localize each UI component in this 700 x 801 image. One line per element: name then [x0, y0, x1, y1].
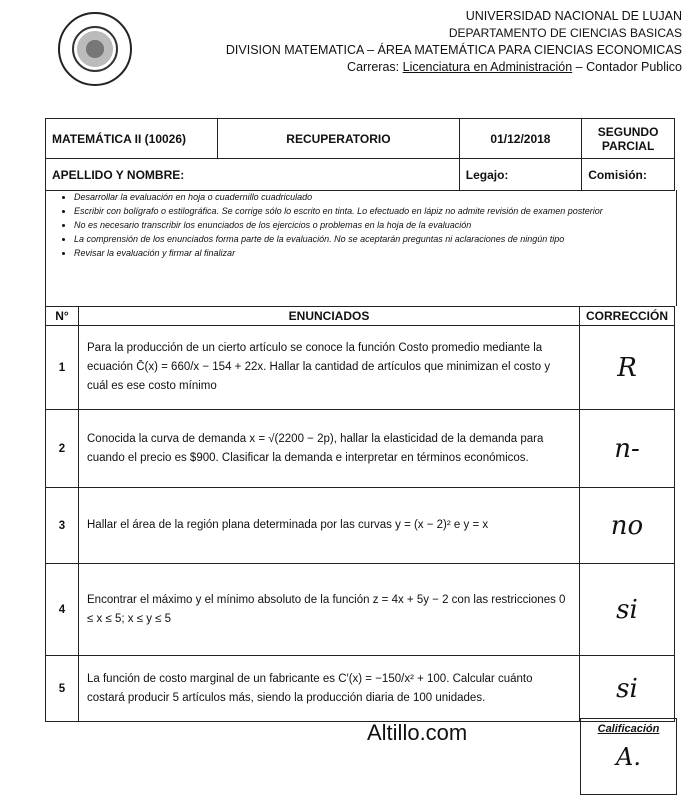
- instruction-item: • La comprensión de los enunciados forma parte de la evaluación. No se aceptarán preguntas ni aclaraciones de ningún tipo: [74, 234, 676, 245]
- correction-mark: n-: [580, 410, 675, 488]
- correction-mark: no: [580, 488, 675, 564]
- exam-type-cell: RECUPERATORIO: [218, 119, 460, 159]
- exercise-text: Conocida la curva de demanda x = √(2200 − 2p), hallar la elasticidad de la demanda para cuando el precio es $900. Clasificar la demanda e interpretar en términos económicos.: [79, 410, 580, 488]
- document-header: [226, 8, 682, 76]
- calificacion-label: Calificación: [597, 723, 660, 735]
- parcial-cell: SEGUNDO PARCIAL: [582, 119, 675, 159]
- calificacion-box: [580, 718, 677, 795]
- table-row: 5 La función de costo marginal de un fabricante es C′(x) = −150/x² + 100. Calcular cuánto costará producir 5 artículos más, siendo la producción diaria de 100 unidades. si: [46, 656, 675, 722]
- careers-line: Carreras: Licenciatura en Administración – Contador Publico: [347, 60, 682, 74]
- table-row: 1 Para la producción de un cierto artículo se conoce la función Costo promedio mediante la ecuación C̄(x) = 660/x − 154 + 22x. Hallar la cantidad de artículos que minimizan el costo y cuál es ese costo mínimo R: [46, 326, 675, 410]
- instructions-box: [45, 190, 677, 306]
- watermark: Altillo.com: [367, 720, 468, 745]
- exercise-text: La función de costo marginal de un fabricante es C′(x) = −150/x² + 100. Calcular cuánto costará producir 5 artículos más, siendo la producción diaria de 100 unidades.: [79, 656, 580, 722]
- division-name: DIVISION MATEMATICA – ÁREA MATEMÁTICA PARA CIENCIAS ECONOMICAS: [225, 43, 682, 57]
- exercises-table: [45, 306, 675, 722]
- exercise-text: Encontrar el máximo y el mínimo absoluto de la función z = 4x + 5y − 2 con las restricciones 0 ≤ x ≤ 5; x ≤ y ≤ 5: [79, 564, 580, 656]
- col-correccion-header: CORRECCIÓN: [580, 307, 675, 326]
- correction-mark: si: [580, 656, 675, 722]
- name-field-label: APELLIDO Y NOMBRE:: [46, 159, 460, 191]
- instruction-item: • No es necesario transcribir los enunciados de los ejercicios o problemas en la hoja de la evaluación: [74, 220, 676, 231]
- comision-field-label: Comisión:: [582, 159, 675, 191]
- legajo-field-label: Legajo:: [459, 159, 581, 191]
- university-seal: [58, 12, 132, 86]
- university-name: UNIVERSIDAD NACIONAL DE LUJAN: [465, 9, 682, 23]
- department-name: DEPARTAMENTO DE CIENCIAS BASICAS: [448, 26, 682, 40]
- col-enunciados-header: ENUNCIADOS: [79, 307, 580, 326]
- exercise-text: Para la producción de un cierto artículo se conoce la función Costo promedio mediante la ecuación C̄(x) = 660/x − 154 + 22x. Hallar la cantidad de artículos que minimizan el costo y cuál es ese costo mínimo: [79, 326, 580, 410]
- date-cell: 01/12/2018: [459, 119, 581, 159]
- table-row: 4 Encontrar el máximo y el mínimo absoluto de la función z = 4x + 5y − 2 con las restricciones 0 ≤ x ≤ 5; x ≤ y ≤ 5 si: [46, 564, 675, 656]
- correction-mark: si: [580, 564, 675, 656]
- subject-cell: MATEMÁTICA II (10026): [46, 119, 218, 159]
- instruction-item: • Escribir con bolígrafo o estilográfica. Se corrige sólo lo escrito en tinta. Lo efectuado en lápiz no admite revisión de examen posterior: [74, 206, 676, 217]
- table-row: 3 Hallar el área de la región plana determinada por las curvas y = (x − 2)² e y = x no: [46, 488, 675, 564]
- correction-mark: R: [580, 326, 675, 410]
- col-num-header: N°: [46, 307, 79, 326]
- exam-info-table: [45, 118, 675, 191]
- instruction-item: • Desarrollar la evaluación en hoja o cuadernillo cuadriculado: [74, 192, 676, 203]
- exercise-text: Hallar el área de la región plana determinada por las curvas y = (x − 2)² e y = x: [79, 488, 580, 564]
- calificacion-value: A.: [616, 743, 641, 771]
- table-row: 2 Conocida la curva de demanda x = √(2200 − 2p), hallar la elasticidad de la demanda para cuando el precio es $900. Clasificar la demanda e interpretar en términos económicos. n-: [46, 410, 675, 488]
- instruction-item: • Revisar la evaluación y firmar al finalizar: [74, 248, 676, 259]
